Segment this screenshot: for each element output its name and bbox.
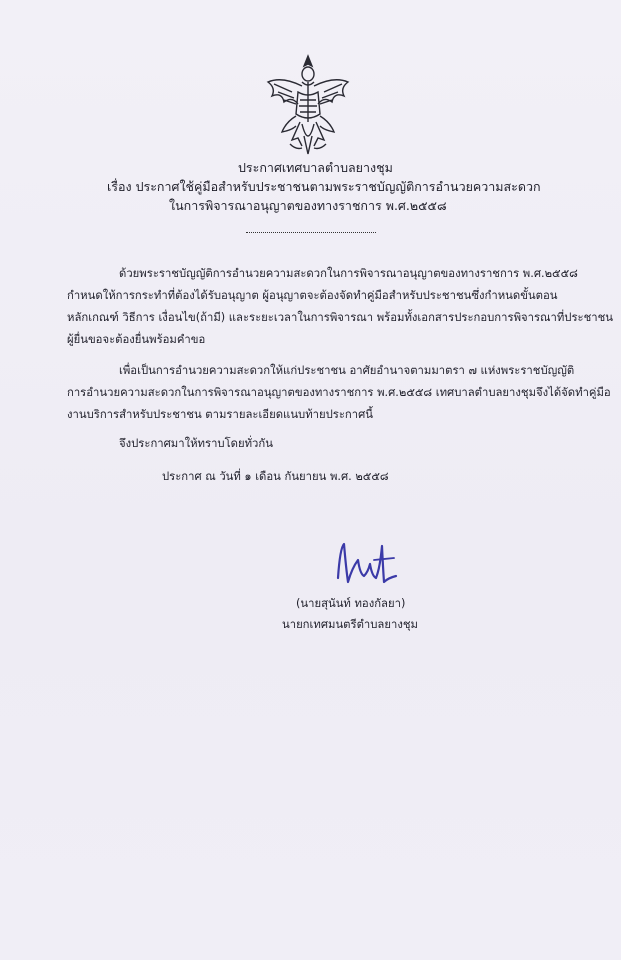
garuda-emblem-icon <box>262 52 354 158</box>
paragraph2-line3: งานบริการสำหรับประชาชน ตามรายละเอียดแนบท้ายประกาศนี้ <box>67 408 374 421</box>
paragraph1-line3: หลักเกณฑ์ วิธีการ เงื่อนไข(ถ้ามี) และระยะเวลาในการพิจารณา พร้อมทั้งเอกสารประกอบการพิจารณาที่ประชาชน <box>67 311 614 324</box>
subject-line: เรื่อง ประกาศใช้คู่มือสำหรับประชาชนตามพระราชบัญญัติการอำนวยความสะดวก <box>107 179 541 194</box>
paragraph1-line2: กำหนดให้การกระทำที่ต้องได้รับอนุญาต ผู้อนุญาตจะต้องจัดทำคู่มือสำหรับประชาชนซึ่งกำหนดขั้นตอน <box>67 289 558 302</box>
signer-position: นายกเทศมนตรีตำบลยางชุม <box>282 618 418 631</box>
closing-line: จึงประกาศมาให้ทราบโดยทั่วกัน <box>119 437 273 450</box>
paragraph1-line4: ผู้ยื่นขอจะต้องยื่นพร้อมคำขอ <box>67 333 206 346</box>
handwritten-signature <box>330 538 402 592</box>
announcement-title: ประกาศเทศบาลตำบลยางชุม <box>238 160 393 175</box>
paragraph2-line1: เพื่อเป็นการอำนวยความสะดวกให้แก่ประชาชน อาศัยอำนาจตามมาตรา ๗ แห่งพระราชบัญญัติ <box>119 364 575 377</box>
paragraph1-line1: ด้วยพระราชบัญญัติการอำนวยความสะดวกในการพิจารณาอนุญาตของทางราชการ พ.ศ.๒๕๕๘ <box>119 267 578 280</box>
paragraph2-line2: การอำนวยความสะดวกในการพิจารณาอนุญาตของทางราชการ พ.ศ.๒๕๕๘ เทศบาลตำบลยางชุมจึงได้จัดทำคู่มือ <box>67 386 611 399</box>
announcement-date: ประกาศ ณ วันที่ ๑ เดือน กันยายน พ.ศ. ๒๕๕๘ <box>162 470 389 483</box>
title-separator <box>246 232 376 233</box>
subject-line-continued: ในการพิจารณาอนุญาตของทางราชการ พ.ศ.๒๕๕๘ <box>169 198 447 213</box>
signer-name: (นายสุนันท์ ทองกัลยา) <box>296 597 406 610</box>
